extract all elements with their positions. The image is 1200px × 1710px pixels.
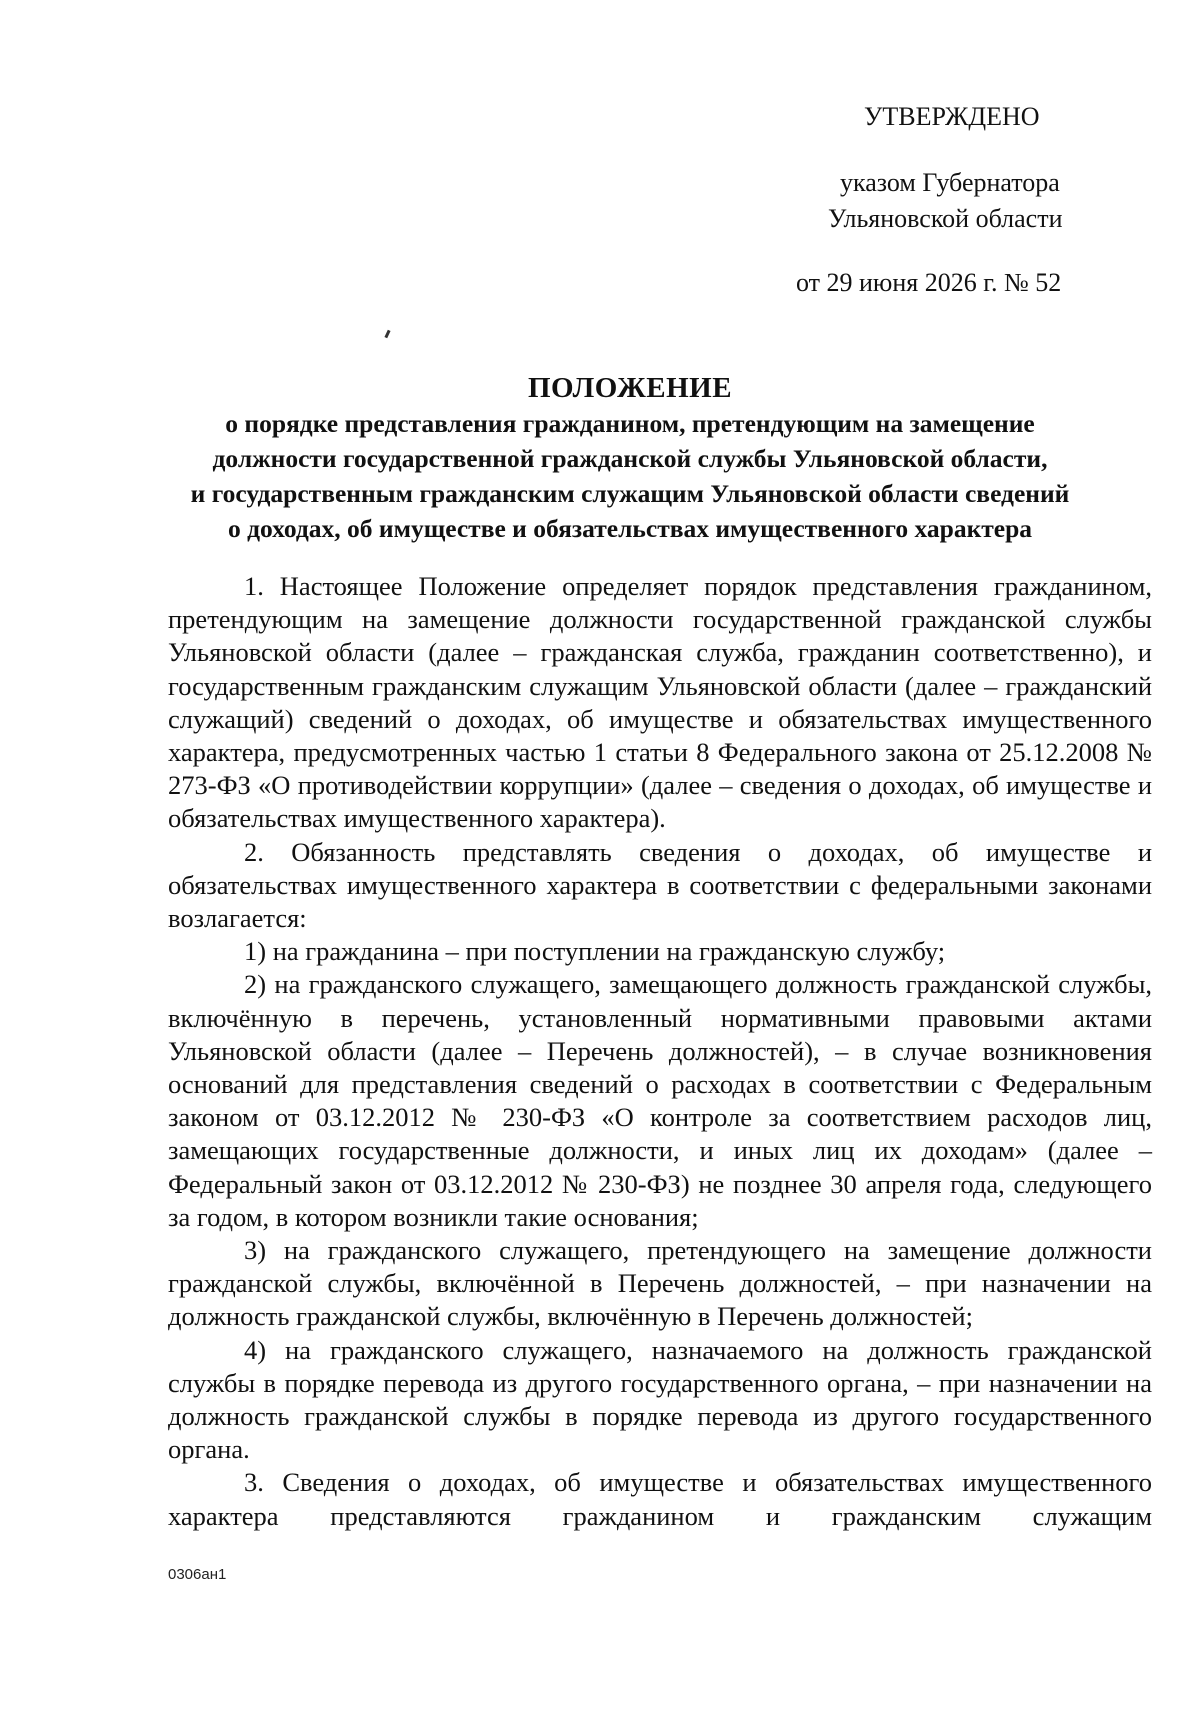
document-title: ПОЛОЖЕНИЕ xyxy=(527,372,733,404)
approval-date: от 29 июня 2026 г. № 52 xyxy=(796,268,1062,297)
list-item-2: 2) на гражданского служащего, замещающего должность гражданской службы, включённую в перечень, установленный нормативными правовыми актами Ульяновской области (далее – Перечень должностей), – в случае возникновения оснований для представления сведений о расходах в соответствии с Федеральным законом от 03.12.2012 № 230-ФЗ «О контроле за соответствием расходов лиц, замещающих государственные должности, и иных лиц их доходам» (далее – Федеральный закон от 03.12.2012 № 230-ФЗ) не позднее 30 апреля года, следующего за годом, в котором возникли такие основания; xyxy=(168,969,1152,1232)
document-subtitle-line: о порядке представления гражданином, претендующим на замещение xyxy=(225,409,1035,438)
list-item-1: 1) на гражданина – при поступлении на гражданскую службу; xyxy=(244,936,946,967)
stray-ink-mark xyxy=(384,330,390,339)
paragraph-3: 3. Сведения о доходах, об имуществе и обязательствах имущественного характера представляются гражданином и гражданским служащим xyxy=(168,1467,1152,1531)
document-body xyxy=(168,570,1152,1533)
approval-issuer-line1: указом Губернатора xyxy=(840,168,1060,197)
document-heading xyxy=(130,370,1130,546)
list-item-4: 4) на гражданского служащего, назначаемого на должность гражданской службы в порядке перевода из другого государственного органа, – при назначении на должность гражданской службы в порядке перевода из другого государственного органа. xyxy=(168,1334,1152,1465)
paragraph-2: 2. Обязанность представлять сведения о доходах, об имуществе и обязательствах имущественного характера в соответствии с федеральными законами возлагается: xyxy=(168,836,1152,934)
document-subtitle-line: и государственным гражданским служащим Ульяновской области сведений xyxy=(190,479,1070,508)
approval-word: УТВЕРЖДЕНО xyxy=(864,102,1040,131)
approval-issuer-line2: Ульяновской области xyxy=(828,204,1063,233)
paragraph-1: 1. Настоящее Положение определяет порядок представления гражданином, претендующим на замещение должности государственной гражданской службы Ульяновской области (далее – гражданская служба, гражданин соответственно), и государственным гражданским служащим Ульяновской области (далее – гражданский служащий) сведений о доходах, об имуществе и обязательствах имущественного характера, предусмотренных частью 1 статьи 8 Федерального закона от 25.12.2008 № 273-ФЗ «О противодействии коррупции» (далее – сведения о доходах, об имуществе и обязательствах имущественного характера). xyxy=(168,571,1152,834)
document-subtitle-line: о доходах, об имуществе и обязательствах имущественного характера xyxy=(227,514,1033,543)
document-subtitle-line: должности государственной гражданской службы Ульяновской области, xyxy=(212,444,1048,473)
list-item-3: 3) на гражданского служащего, претендующего на замещение должности гражданской службы, включённой в Перечень должностей, – при назначении на должность гражданской службы, включённую в Перечень должностей; xyxy=(168,1235,1152,1332)
document-code: 0306ан1 xyxy=(168,1566,227,1583)
